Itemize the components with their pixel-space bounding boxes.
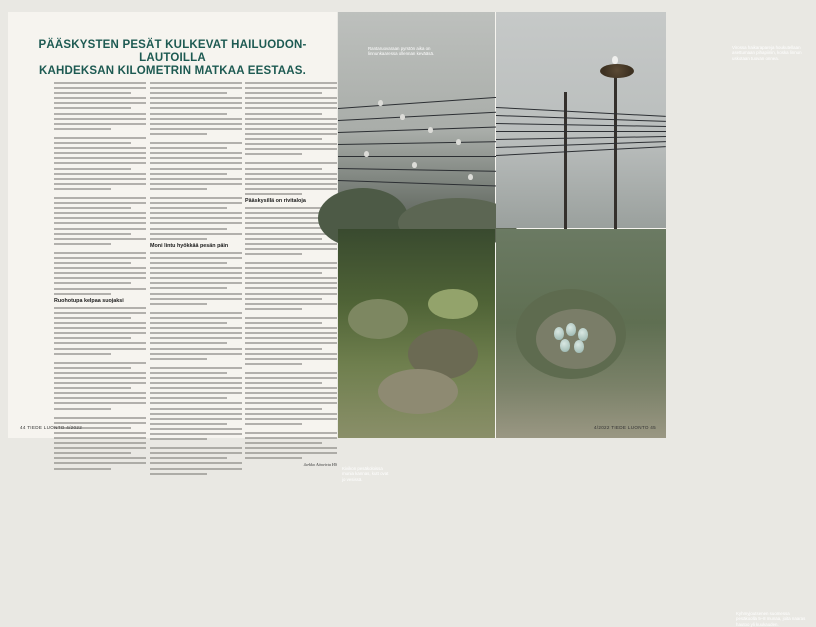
body-text-block [150,252,242,475]
caption-birds-on-wire: Rantaruovaraan pyrstön aika on linnunkaaressa ollennan kevääsä. [368,46,435,57]
body-text-block [245,207,337,459]
right-page [338,12,806,627]
body-text-block [245,82,337,195]
text-column-3 [245,82,337,467]
body-text-block [150,82,242,240]
subheading-1: Ruohotupa kelpaa suojaksi [54,297,124,304]
author-byline: Jarkko Aitovirta HS [303,462,337,468]
left-page [8,12,337,468]
caption-swan-eggs: Kyhmyjoutsenen suomessa pesäkoolla 5–8 munaa, joita naaras hautoo yli kuukauden. [736,611,806,627]
caption-ground-nest: Kivikon pesäkoloissa munia kannas, kutt ovat jo vesissä. [342,466,389,482]
body-text-block [54,307,146,470]
photo-ground-nest [338,229,495,482]
caption-stork-nest: Virossa haikarapareja houkutellaan asettumaan pihapiiriin, koska linnun uskotaan tuovan onnea. [732,45,802,61]
photo-stork-nest [496,12,802,228]
article-headline [8,39,337,78]
body-text-block [54,82,146,295]
text-column-1 [54,82,146,473]
subheading-2: Moni lintu hyökkää pesän päin [150,242,229,249]
subheading-3: Pääskysillä on rivitaloja [245,198,306,205]
headline-line-1: PÄÄSKYSTEN PESÄT KULKEVAT HAILUODON-LAUTOILLA [38,39,307,64]
page-footer-right: 4/2022 TIEDE LUONTO 45 [593,425,656,430]
page-footer-left: 44 TIEDE LUONTO 4/2022 [20,425,83,430]
photo-power-line-birds [338,12,495,228]
headline-line-2: KAHDEKSAN KILOMETRIN MATKAA EESTAAS. [38,65,306,77]
text-column-2 [150,82,242,478]
photo-swan-eggs [496,229,806,627]
